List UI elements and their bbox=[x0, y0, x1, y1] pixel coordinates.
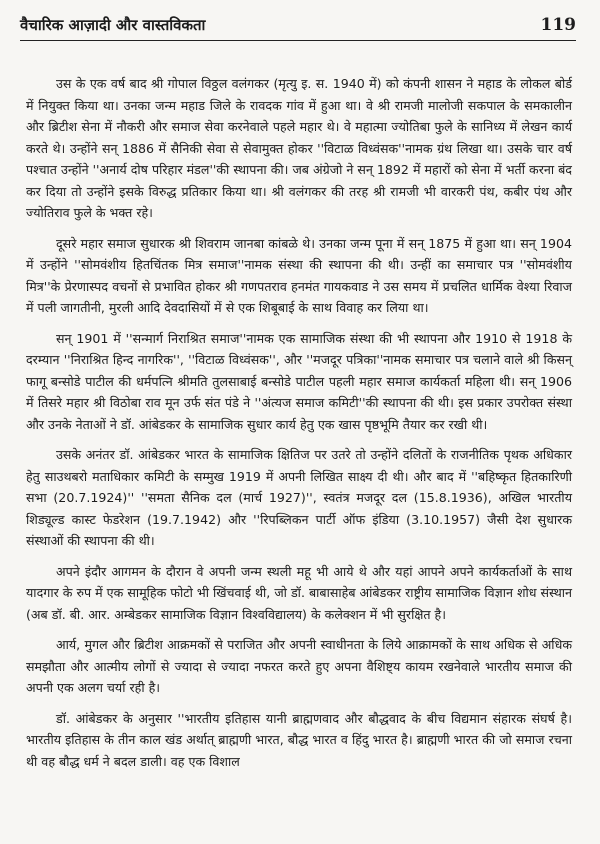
paragraph-indian-history: डॉ. आंबेडकर के अनुसार ''भारतीय इतिहास यानी ब्राह्मणवाद और बौद्धवाद के बीच विद्यमान संहारक संघर्ष है। भारतीय इतिहास के तीन काल खंड अर्थात् ब्राह्मणी भारत, बौद्ध भारत व हिंदु भारत है। ब्राह्मणी भारत की जो समाज रचना थी वह बौद्ध धर्म ने बदल डाली। वह एक विशाल bbox=[26, 710, 572, 769]
page-header bbox=[20, 6, 576, 41]
paragraph-valangkar: उस के एक वर्ष बाद श्री गोपाल विठ्ठल वलंगकर (मृत्यु इ. स. 1940 में) को कंपनी शासन ने महाड के लोकल बोर्ड में नियुक्त किया था। उनका जन्म महाड जिले के रावदक गांव में हुआ था। वे श्री रामजी मालोजी सकपाल के समकालीन और ब्रिटीश सेना में नौकरी और समाज सेवा करनेवाले पहले महार थे। वे महात्मा ज्योतिबा फुले के सानिध्य में लेखन कार्य करते थे। उन्होंने सन् 1886 में सैनिकी सेवा से सेवामुक्त होकर ''विटाळ विध्वंसक''नामक ग्रंथ लिखा था। उसके चार वर्ष पश्चात उन्होंने ''अनार्य दोष परिहार मंडल''की स्थापना की। जब अंग्रेजो ने सन् 1892 में महारों को सेना में भर्ती करना बंद कर दिया तो उन्होंने इसके विरुद्ध प्रतिकार किया था। श्री वलंगकर की तरह श्री रामजी भी वारकरी पंथ, कबीर पंथ और ज्योतिराव फुले के भक्त रहे। bbox=[26, 76, 572, 220]
running-head: वैचारिक आज़ादी और वास्तविकता bbox=[20, 16, 206, 34]
paragraph-indore-visit: अपने इंदौर आगमन के दौरान वे अपनी जन्म स्थली महू भी आये थे और यहां आपने अपने कार्यकर्ताओं के साथ यादगार के रुप में एक सामूहिक फोटो भी खिंचवाई थी, जो डॉ. बाबासाहेब आंबेडकर राष्ट्रीय सामाजिक विज्ञान शोध संस्थान (अब डॉ. बी. आर. अम्बेडकर सामाजिक विज्ञान विश्वविद्यालय) के कलेक्शन में भी सुरक्षित है। bbox=[26, 563, 572, 622]
page-number: 119 bbox=[540, 15, 576, 35]
paragraph-bansode: सन् 1901 में ''सन्मार्ग निराश्रित समाज''नामक एक सामाजिक संस्था की भी स्थापना और 1910 से 1918 के दरम्यान ''निराश्रित हिन्द नागरिक'', ''विटाळ विध्वंसक'', और ''मजदूर पत्रिका''नामक समाचार पत्र चलाने वाले श्री किसन् फागू बन्सोडे पाटील की धर्मपत्नि श्रीमति तुलसाबाई बन्सोडे पाटील पहली महार समाज कार्यकर्ता महिला थी। सन् 1906 में तिसरे महार श्री विठोबा राव मून उर्फ संत पंडे ने ''अंत्यज समाज कमिटी''की स्थापना की थी। इस प्रकार उपरोक्त संस्था और उनके नेताओं ने डॉ. आंबेडकर के सामाजिक सुधार कार्य हेतु एक खास पृष्ठभूमि तैयार कर रखी थी। bbox=[26, 330, 572, 432]
paragraph-ambedkar-institutions: उसके अनंतर डॉ. आंबेडकर भारत के सामाजिक क्षितिज पर उतरे तो उन्होंने दलितों के राजनीतिक पृथक अधिकार हेतु साउथबरो मताधिकार कमिटी के सम्मुख 1919 में अपनी लिखित साक्ष्य दी थी। और बाद में ''बहिष्कृत हितकारिणी सभा (20.7.1924)'' ''समता सैनिक दल (मार्च 1927)'', स्वतंत्र मजदूर दल (15.8.1936), अखिल भारतीय शिड्यूल्ड कास्ट फेडरेशन (19.7.1942) और ''रिपब्लिकन पार्टी ऑफ इंडिया (3.10.1957) जैसी देश सुधारक संस्थाओं की स्थापना की थी। bbox=[26, 447, 572, 548]
paragraph-kamble: दूसरे महार समाज सुधारक श्री शिवराम जानबा कांबळे थे। उनका जन्म पूना में सन् 1875 में हुआ था। सन् 1904 में उन्होंने ''सोमवंशीय हितचिंतक मित्र समाज''नामक संस्था की स्थापना की थी। उन्हीं का समाचार पत्र ''सोमवंशीय मित्र''के प्रेरणास्पद वचनों से प्रभावित होकर श्री गणपतराव हनमंत गायकवाड ने उस समय में प्रचलित धार्मिक वेश्या रिवाज में पली जागतीनी, मुरली आदि देवदासियों में से एक शिबूबाई के साथ विवाह कर लिया था। bbox=[26, 235, 572, 315]
paragraph-indian-society: आर्य, मुगल और ब्रिटीश आक्रमकों से पराजित और अपनी स्वाधीनता के लिये आक्रामकों के साथ अधिक से अधिक समझौता और आत्मीय लोगों से ज्यादा से ज्यादा नफरत करते हुए अपना वैशिष्ट्य कायम रखनेवाले भारतीय समाज की अपनी एक अलग चर्या रही है। bbox=[26, 637, 572, 695]
page-body bbox=[26, 73, 572, 772]
